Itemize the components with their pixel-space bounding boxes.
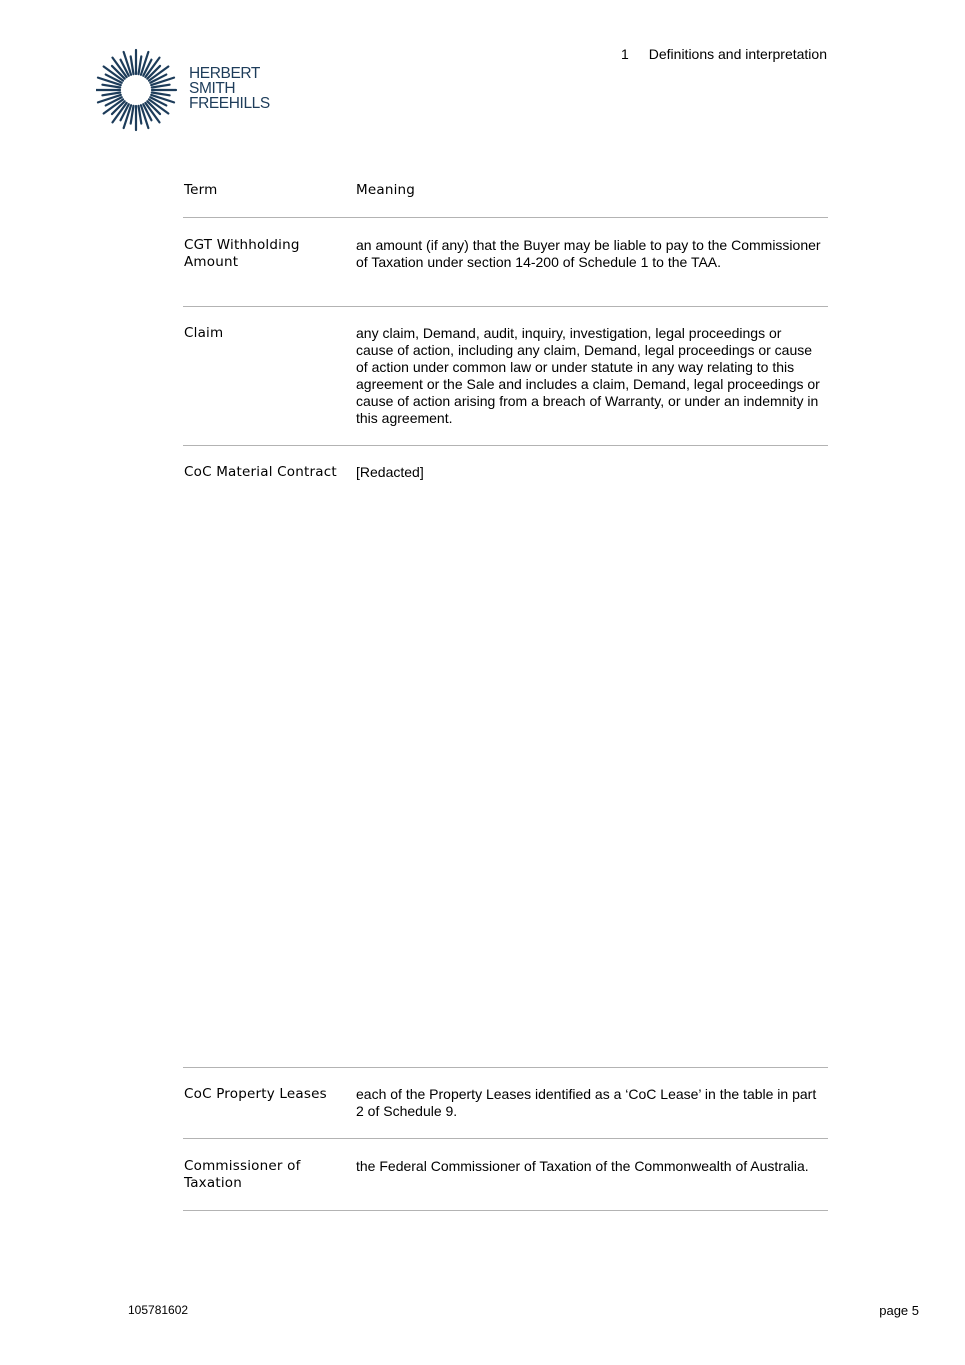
logo-line-3: FREEHILLS: [189, 95, 270, 112]
logo-line-1: HERBERT: [189, 65, 260, 82]
document-number: 105781602: [128, 1303, 189, 1317]
row-divider: [183, 1210, 828, 1211]
definition-term: CGT Withholding Amount: [184, 237, 300, 270]
definition-meaning: any claim, Demand, audit, inquiry, investigation, legal proceedings or cause of action, including any claim, Demand, legal proceedings or cause of action under common law or under statute in any way relating to this agreement or the Sale and includes a claim, Demand, legal proceedings or cause of action arising from a breach of Warranty, or under an indemnity in this agreement.: [356, 325, 820, 426]
row-divider: [183, 445, 828, 446]
row-divider: [183, 217, 828, 218]
definition-meaning: an amount (if any) that the Buyer may be liable to pay to the Commissioner of Taxation under section 14-200 of Schedule 1 to the TAA.: [356, 237, 821, 270]
column-header-meaning: Meaning: [356, 182, 416, 198]
section-header: [621, 46, 827, 62]
page-number: page 5: [879, 1303, 919, 1318]
sunburst-logo-icon: [96, 46, 180, 136]
definition-term: CoC Material Contract: [184, 464, 337, 480]
row-divider: [183, 1067, 828, 1068]
row-divider: [183, 1138, 828, 1139]
definition-meaning: the Federal Commissioner of Taxation of the Commonwealth of Australia.: [356, 1158, 809, 1174]
definition-term: Commissioner of Taxation: [184, 1158, 301, 1191]
definition-term: Claim: [184, 325, 224, 341]
definition-meaning: [Redacted]: [356, 464, 424, 480]
section-number: 1: [620, 46, 629, 62]
row-divider: [183, 306, 828, 307]
logo-wordmark: [189, 66, 270, 111]
logo-line-2: SMITH: [189, 80, 236, 97]
company-logo: [96, 46, 276, 136]
definition-meaning: each of the Property Leases identified as a ‘CoC Lease’ in the table in part 2 of Schedule 9.: [356, 1086, 817, 1119]
column-header-term: Term: [184, 182, 218, 198]
section-title: Definitions and interpretation: [648, 46, 827, 62]
definition-term: CoC Property Leases: [184, 1086, 327, 1102]
